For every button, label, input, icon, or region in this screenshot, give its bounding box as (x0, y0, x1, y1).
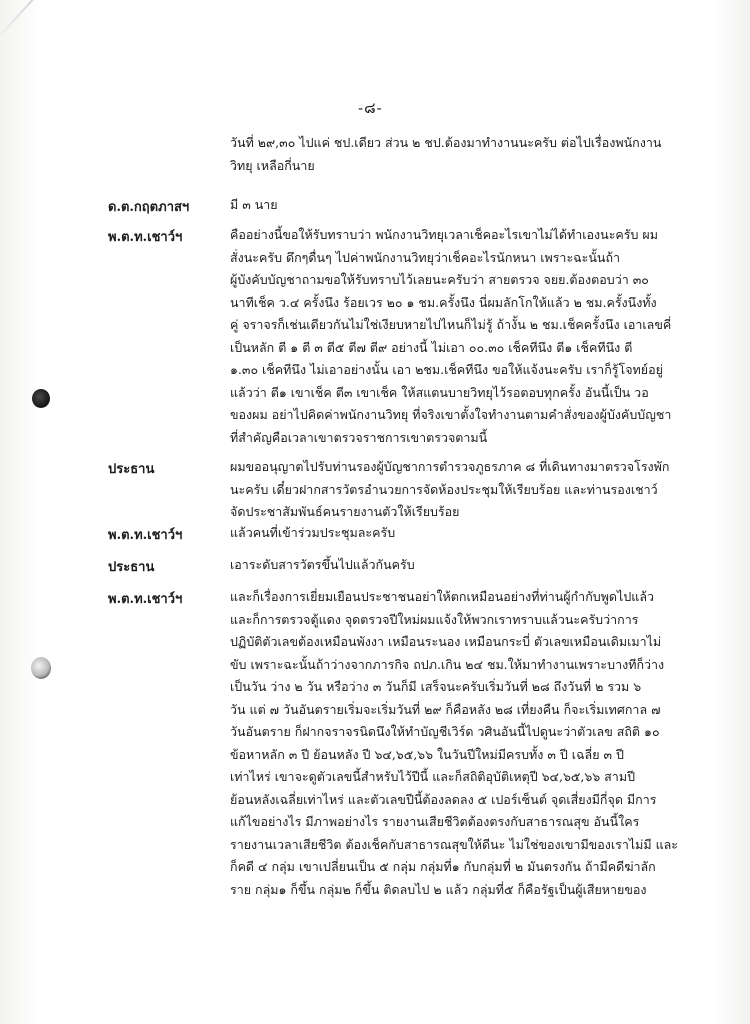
transcript-line: ก็คดี ๔ กลุ่ม เขาเปลี่ยนเป็น ๕ กลุ่ม กลุ่มที่๑ กับกลุ่มที่ ๒ มันตรงกัน ถ้ามีคดีฆ่าลัก (230, 859, 656, 874)
transcript-line: คู่ จราจรก็เช่นเดียวกันไม่ใช่เงียบหายไปไหนก็ไม่รู้ ถ้างั้น ๒ ชม.เช็คครั้งนึง เอาเลขคี่ (230, 317, 672, 332)
transcript-line: แก้ไขอย่างไร มีภาพอย่างไร รายงานเสียชีวิตต้องตรงกับสาธารณสุข อันนี้ใคร (230, 814, 640, 829)
transcript-line: ราย กลุ่ม๑ ก็ขึ้น กลุ่ม๒ ก็ขึ้น ติดลบไป ๒ แล้ว กลุ่มที่๕ ก็คือรัฐเป็นผู้เสียหายของ (230, 881, 647, 897)
binder-hole-lower (31, 657, 51, 679)
transcript-line: ผู้บังคับบัญชาถามขอให้รับทราบไว้เลยนะครับว่า สายตรวจ จยย.ต้องตอบว่า ๓๐ (230, 272, 649, 287)
transcript-line: แล้วคนที่เข้าร่วมประชุมละครับ (230, 525, 396, 540)
transcript-line: แล้วว่า ตี๑ เขาเช็ค ตี๓ เขาเช็ค ให้สแตนบายวิทยุไว้รอตอบทุกครั้ง อันนี้เป็น วอ (230, 384, 649, 400)
transcript-line: ย้อนหลังเฉลี่ยเท่าไหร่ และตัวเลขปีนี้ต้องลดลง ๕ เปอร์เซ็นต์ จุดเสี่ยงมีกี่จุด มีการ (230, 791, 657, 807)
transcript-line: สั่งนะครับ ดึกๆดื่นๆ ไปค่าพนักงานวิทยุว่าเช็คอะไรนักหนา เพราะฉะนั้นถ้า (230, 249, 621, 265)
transcript-line: วันที่ ๒๙,๓๐ ไปแค่ ชป.เดียว ส่วน ๒ ชป.ต้องมาทำงานนะครับ ต่อไปเรื่องพนักงาน (230, 135, 662, 150)
transcript-line: ผมขออนุญาตไปรับท่านรองผู้บัญชาการตำรวจภูธรภาค ๘ ที่เดินทางมาตรวจโรงพัก (230, 459, 670, 474)
transcript-line: เท่าไหร่ เขาจะดูตัวเลขนี้สำหรับไว้ปีนี้ และก็สถิติอุบัติเหตุปี ๖๔,๖๕,๖๖ สามปี (230, 769, 636, 784)
transcript-line: วิทยุ เหลือกี่นาย (230, 157, 315, 173)
transcript-line: และก็เรื่องการเยี่ยมเยือนประชาชนอย่าให้ตกเหมือนอย่างที่ท่านผู้กำกับพูดไปแล้ว (230, 589, 655, 604)
speaker-name: ประธาน (108, 462, 155, 477)
transcript-line: ขับ เพราะฉะนั้นถ้าว่างจากภารกิจ ถปภ.เกิน ๒๔ ชม.ให้มาทำงานเพราะบางทีก็ว่าง (230, 656, 665, 672)
transcript-line: รายงานเวลาเสียชีวิต ต้องเช็คกับสาธารณสุขให้ดีนะ ไม่ใช่ของเขามีของเราไม่มี และ (230, 836, 679, 852)
transcript-line: ข้อหาหลัก ๓ ปี ย้อนหลัง ปี ๖๔,๖๕,๖๖ ในวันปีใหม่มีครบทั้ง ๓ ปี เฉลี่ย ๓ ปี (230, 746, 624, 762)
transcript-line: จัดประชาสัมพันธ์คนรายงานตัวให้เรียบร้อย (230, 504, 460, 519)
transcript-line: วันอันตราย ก็ฝากจราจรนิดนึงให้ทำบัญชีเวิร์ด วศินอันนี้ไปดูนะว่าตัวเลข สถิติ ๑๐ (230, 724, 660, 739)
transcript-line: เป็นวัน ว่าง ๒ วัน หรือว่าง ๓ วันก็มี เสร็จนะครับเริ่มวันที่ ๒๘ ถึงวันที่ ๒ รวม ๖ (230, 679, 642, 694)
transcript-line: เอาระดับสารวัตรขึ้นไปแล้วกันครับ (230, 557, 415, 572)
page-number: -๘- (358, 99, 383, 117)
speaker-name: ด.ต.กฤตภาสฯ (108, 200, 190, 215)
page-fold-crease (0, 0, 41, 43)
transcript-line: วัน แต่ ๗ วันอันตรายเริ่มจะเริ่มวันที่ ๒๙ ก็คือหลัง ๒๘ เที่ยงคืน ก็จะเริ่มเทศกาล ๗ (230, 701, 661, 717)
speaker-name: พ.ต.ท.เชาว์ฯ (108, 592, 183, 607)
speaker-name: ประธาน (108, 560, 155, 575)
transcript-line: คืออย่างนี้ขอให้รับทราบว่า พนักงานวิทยุเวลาเช็คอะไรเขาไม่ได้ทำเองนะครับ ผม (230, 227, 658, 242)
transcript-line: เป็นหลัก ตี ๑ ตี ๓ ตี๕ ตี๗ ตี๙ อย่างนี้ ไม่เอา ๐๐.๓๐ เช็คทีนึง ตี๑ เช็คทีนึง ตี (230, 339, 633, 355)
transcript-line: ปฏิบัติตัวเลขต้องเหมือนพังงา เหมือนระนอง เหมือนกระบี่ ตัวเลขเหมือนเดิมเมาไม่ (230, 634, 662, 649)
transcript-line: ที่สำคัญคือเวลาเขาตรวจราชการเขาตรวจตามนี้ (230, 429, 488, 445)
transcript-line: นาทีเช็ค ว.๔ ครั้งนึง ร้อยเวร ๒๐ ๑ ชม.ครั้งนึง นี่ผมลักโกให้แล้ว ๒ ชม.ครั้งนึงทั้ง (230, 294, 657, 310)
transcript-line: มี ๓ นาย (230, 197, 278, 212)
transcript-line: นะครับ เดี๋ยวฝากสารวัตรอำนวยการจัดห้องประชุมให้เรียบร้อย และท่านรองเชาว์ (230, 481, 658, 497)
transcript-line: ๑.๓๐ เช็คทีนึง ไม่เอาอย่างนั้น เอา ๒ชม.เช็คทีนึง ขอให้แจ้งนะครับ เราก็รู้โจทย์อยู่ (230, 362, 663, 377)
speaker-name: พ.ต.ท.เชาว์ฯ (108, 528, 183, 543)
binder-hole-upper (32, 389, 50, 408)
transcript-line: ของผม อย่าไปคิดค่าพนักงานวิทยุ ที่จริงเขาตั้งใจทำงานตามคำสั่งของผู้บังคับบัญชา (230, 407, 672, 422)
transcript-line: และก็การตรวจตู้แดง จุดตรวจปีใหม่ผมแจ้งให้พวกเราทราบแล้วนะครับว่าการ (230, 611, 639, 627)
speaker-name: พ.ต.ท.เชาว์ฯ (108, 230, 183, 245)
